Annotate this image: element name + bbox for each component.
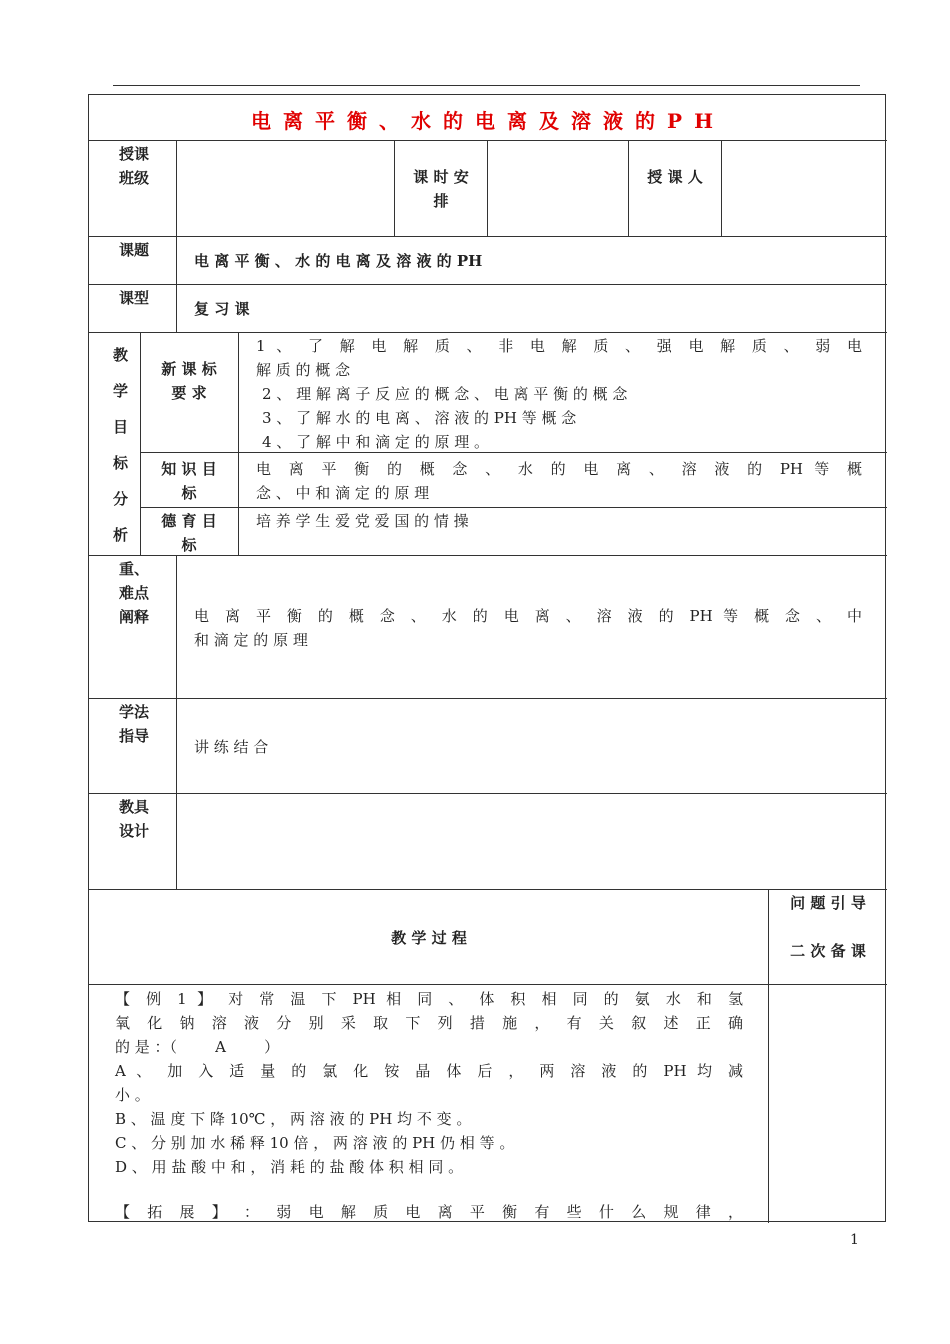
- new-standard-line: 2 、 理 解 离 子 反 应 的 概 念 、 电 离 平 衡 的 概 念: [262, 385, 628, 403]
- new-standard-line: 解 质 的 概 念: [256, 361, 351, 379]
- row-divider: [89, 140, 887, 141]
- col-divider: [721, 140, 722, 236]
- topic-value: 电 离 平 衡 、 水 的 电 离 及 溶 液 的 PH: [194, 252, 483, 270]
- new-standard-line: 3 、 了 解 水 的 电 离 、 溶 液 的 PH 等 概 念: [262, 409, 577, 427]
- moral-goal-label: 德 育 目 标: [161, 512, 222, 554]
- method-value: 讲 练 结 合: [194, 738, 269, 756]
- row-divider: [140, 507, 887, 508]
- goals-label: 教学目标分析: [113, 346, 129, 544]
- key-points-label: 重、难点阐释: [119, 560, 150, 626]
- key-points-line: 和 滴 定 的 原 理: [194, 631, 308, 649]
- lesson-plan-table: [88, 94, 886, 1222]
- knowledge-goal-label: 知 识 目 标: [161, 460, 222, 502]
- new-standard-line: 1 、 了 解 电 解 质 、 非 电 解 质 、 强 电 解 质 、 弱 电: [256, 337, 862, 355]
- example-line: 小 。: [115, 1086, 150, 1104]
- example-line: B 、 温 度 下 降 10℃ ， 两 溶 液 的 PH 均 不 变 。: [115, 1110, 472, 1128]
- hours-label: 课 时 安 排: [413, 168, 474, 210]
- type-value: 复 习 课: [194, 300, 250, 318]
- example-line: 氧 化 钠 溶 液 分 别 采 取 下 列 措 施 ， 有 关 叙 述 正 确: [115, 1014, 743, 1032]
- col-divider: [140, 332, 141, 555]
- page-number: 1: [850, 1232, 859, 1248]
- knowledge-goal-line: 念 、 中 和 滴 定 的 原 理: [256, 484, 430, 502]
- example-line: A 、 加 入 适 量 的 氯 化 铵 晶 体 后 ， 两 溶 液 的 PH 均 减: [115, 1062, 743, 1080]
- col-divider: [628, 140, 629, 236]
- col-divider: [487, 140, 488, 236]
- method-label: 学法指导: [119, 703, 150, 745]
- col-divider: [394, 140, 395, 236]
- example-line: 【 例 1 】 对 常 温 下 PH 相 同 、 体 积 相 同 的 氨 水 和 氢: [115, 990, 743, 1008]
- tools-label: 教具设计: [119, 798, 150, 840]
- example-line: 的 是 ：（ A ）: [115, 1038, 280, 1056]
- topic-label: 课题: [119, 241, 150, 259]
- process-label: 教 学 过 程: [391, 929, 467, 947]
- example-line: C 、 分 别 加 水 稀 释 10 倍 ， 两 溶 液 的 PH 仍 相 等 。: [115, 1134, 515, 1152]
- type-label: 课型: [119, 289, 150, 307]
- col-divider: [176, 555, 177, 889]
- row-divider: [89, 793, 887, 794]
- row-divider: [89, 284, 887, 285]
- second-prep-label: 二 次 备 课: [790, 942, 866, 960]
- new-standard-label: 新 课 标 要 求: [161, 360, 222, 402]
- header-rule: [113, 85, 860, 86]
- teacher-label: 授 课 人: [647, 168, 703, 186]
- moral-goal-value: 培 养 学 生 爱 党 爱 国 的 情 操: [256, 512, 469, 530]
- col-divider: [768, 889, 769, 1223]
- row-divider: [89, 332, 887, 333]
- row-divider: [89, 236, 887, 237]
- example-line: D 、 用 盐 酸 中 和 ， 消 耗 的 盐 酸 体 积 相 同 。: [115, 1158, 464, 1176]
- document-title: 电离平衡、水的电离及溶液的PH: [251, 109, 725, 133]
- example-line: 【 拓 展 】 ： 弱 电 解 质 电 离 平 衡 有 些 什 么 规 律 ，: [115, 1203, 743, 1221]
- class-label: 授课班级: [118, 145, 149, 187]
- col-divider: [176, 140, 177, 236]
- row-divider: [89, 698, 887, 699]
- col-divider: [176, 236, 177, 332]
- col-divider: [238, 332, 239, 555]
- question-guide-label: 问 题 引 导: [790, 894, 866, 912]
- key-points-line: 电 离 平 衡 的 概 念 、 水 的 电 离 、 溶 液 的 PH 等 概 念 、 中: [194, 607, 862, 625]
- knowledge-goal-line: 电 离 平 衡 的 概 念 、 水 的 电 离 、 溶 液 的 PH 等 概: [256, 460, 862, 478]
- new-standard-line: 4 、 了 解 中 和 滴 定 的 原 理 。: [262, 433, 489, 451]
